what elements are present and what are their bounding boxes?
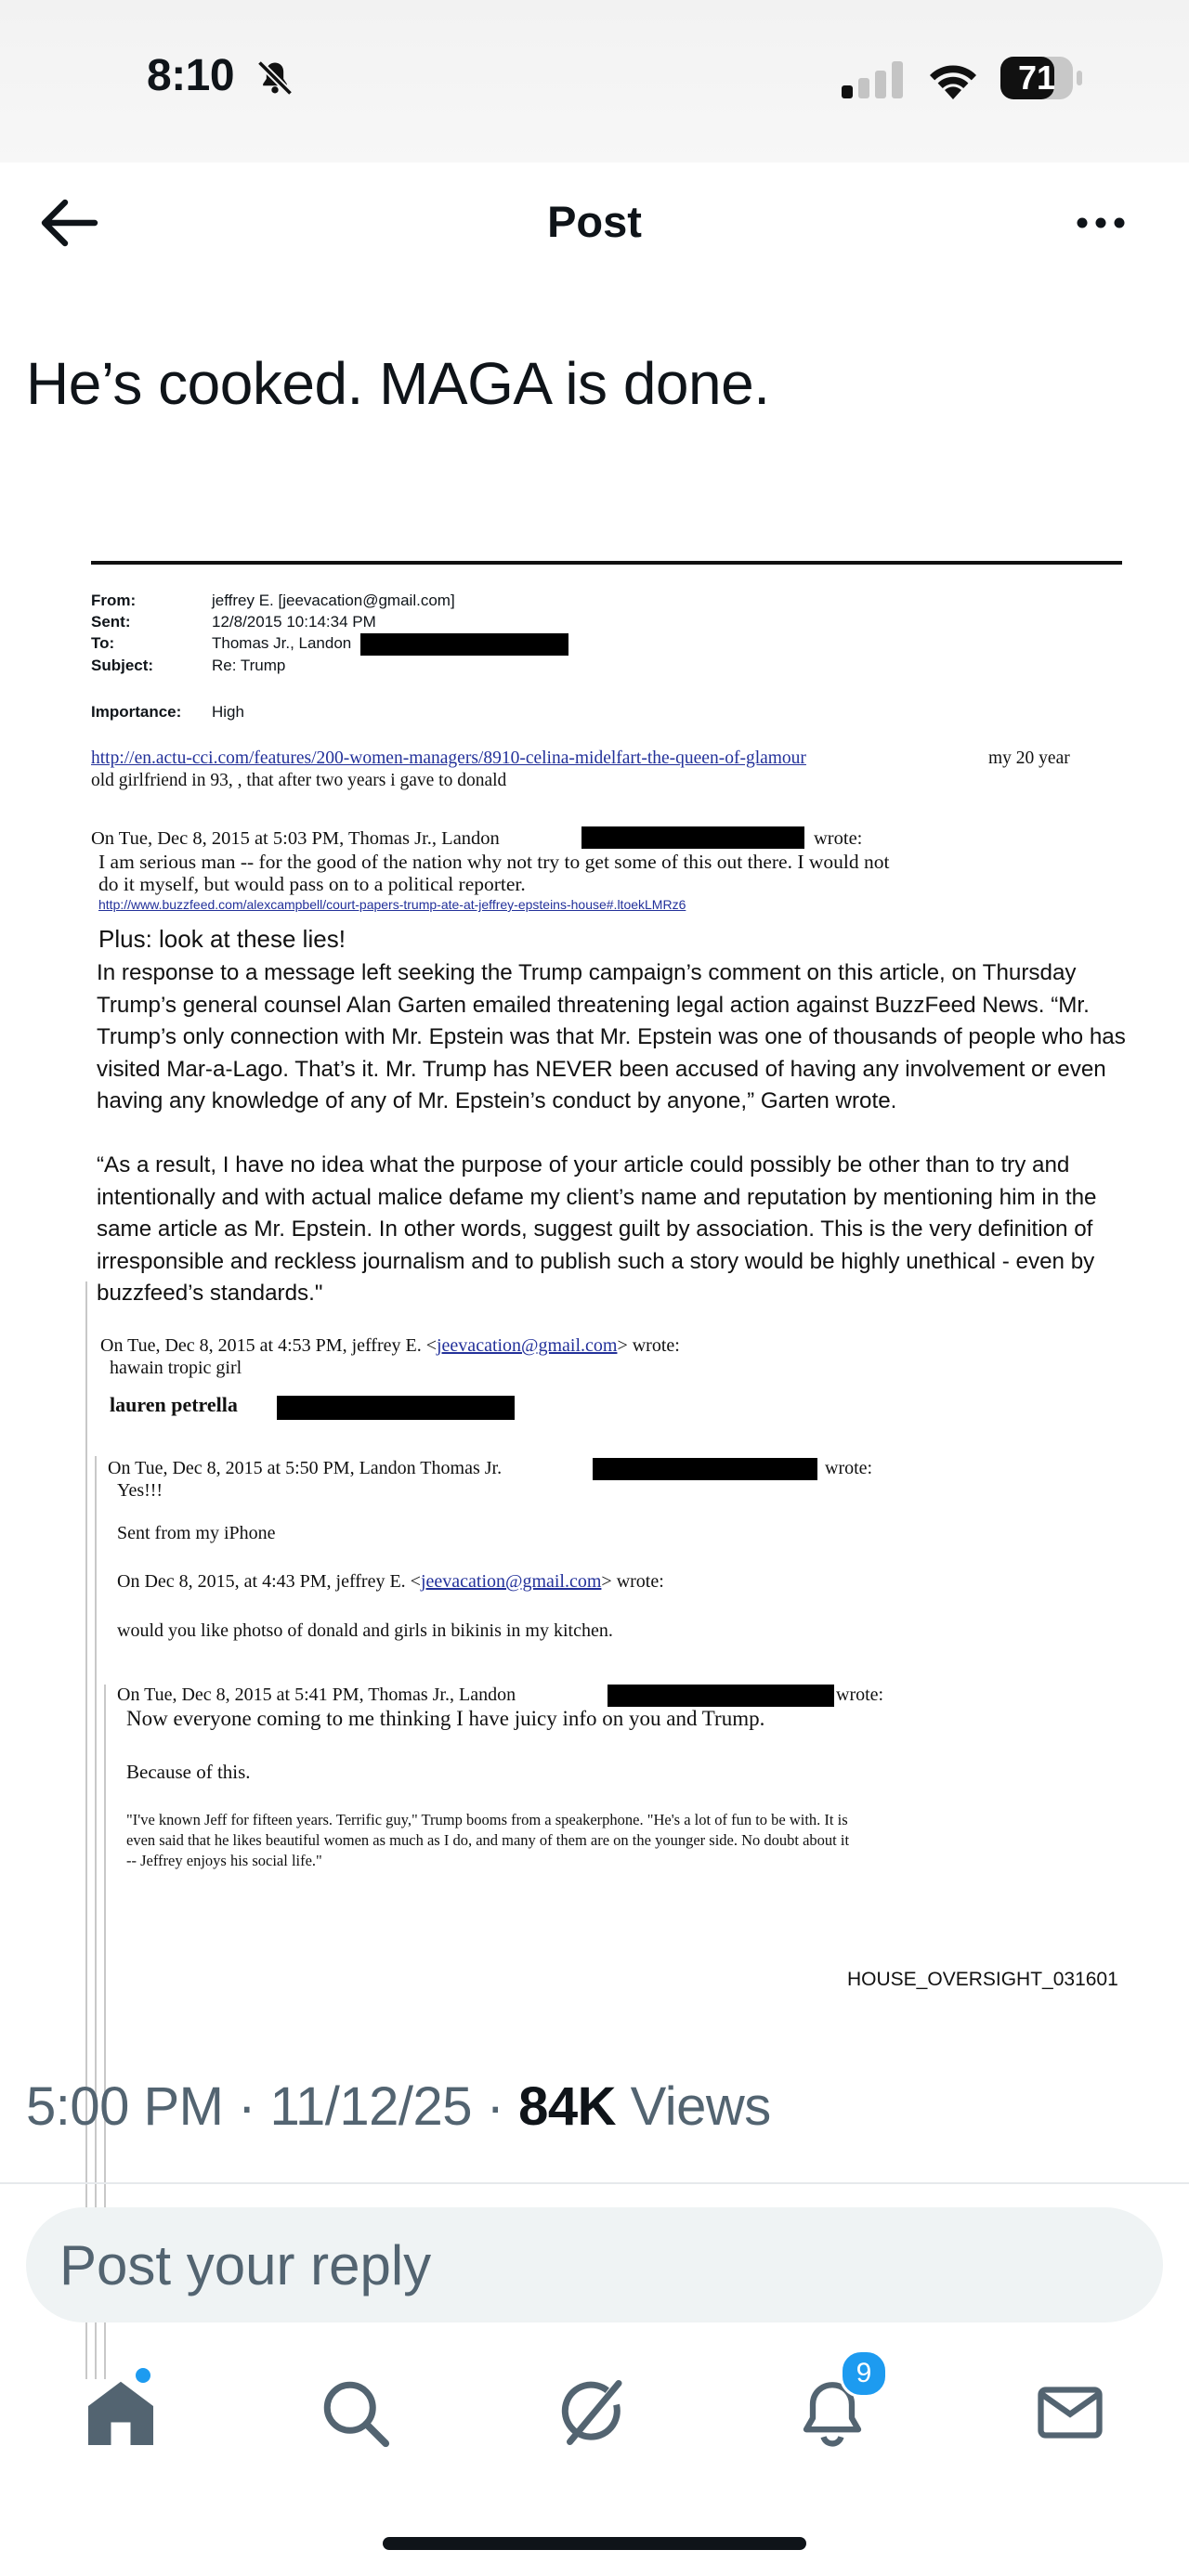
bell-off-icon [255,58,295,98]
importance-label: Importance: [91,703,182,721]
quote1-para-2: “As a result, I have no idea what the purpose of your article could possibly be other than to try and intentionally and with actual malice defame my client’s name and reputation by mentioning him in the same article as Mr. Epstein. In other words, suggest guilt by association. This is the very definition of irresponsible and reckless journalism and to publish such a story would be highly unethical - even by buzzfeed’s standards." [97,1152,1097,1306]
document-footer-id: HOUSE_OVERSIGHT_031601 [847,1969,1118,1990]
battery-level: 71 [1017,59,1056,97]
more-dots-icon[interactable] [1068,209,1133,237]
quote4-header [117,1571,664,1593]
document-top-rule [91,561,1122,565]
redaction-bar [360,633,568,656]
quote5-text: Now everyone coming to me thinking I have juicy info on you and Trump. [126,1707,765,1730]
quote5-quote-1: "I've known Jeff for fifteen years. Terrific guy," Trump booms from a speakerphone. "He's a lot of fun to be with. It is [126,1811,848,1828]
quote1-plus: Plus: look at these lies! [98,925,346,953]
page-title: Post [547,197,642,246]
quote4-header-b: > wrote: [601,1571,664,1592]
views-label: Views [630,2076,771,2137]
redaction-bar [581,826,804,849]
home-icon[interactable] [82,2374,160,2452]
top-text-b: old girlfriend in 93, , that after two years i gave to donald [91,771,507,790]
quote5-header-wrote: wrote: [836,1685,884,1705]
quote5-because: Because of this. [126,1761,251,1783]
signal-icon [842,61,905,98]
quote2-header-a: On Tue, Dec 8, 2015 at 4:53 PM, jeffrey E. < [100,1335,437,1356]
quote4-email-link[interactable]: jeevacation@gmail.com [420,1571,602,1592]
quote4-text: would you like photso of donald and girls in bikinis in my kitchen. [117,1620,613,1641]
to-label: To: [91,634,115,652]
sent-label: Sent: [91,613,131,631]
quote1-header: On Tue, Dec 8, 2015 at 5:03 PM, Thomas Jr., Landon [91,828,500,849]
quote5-quote-3: -- Jeffrey enjoys his social life." [126,1852,322,1869]
search-icon[interactable] [316,2374,394,2452]
quote2-text: hawain tropic girl [110,1358,242,1378]
from-label: From: [91,592,137,609]
redaction-bar [593,1458,817,1480]
home-unread-dot [136,2368,150,2383]
importance-value: High [212,703,244,721]
reply-placeholder: Post your reply [59,2234,432,2296]
to-value: Thomas Jr., Landon [212,634,352,652]
post-text: He’s cooked. MAGA is done. [26,350,770,417]
status-time: 8:10 [147,51,235,100]
redaction-bar [277,1396,515,1420]
redaction-bar [608,1685,834,1707]
sent-value: 12/8/2015 10:14:34 PM [212,613,376,631]
quote5-header: On Tue, Dec 8, 2015 at 5:41 PM, Thomas Jr., Landon [117,1685,516,1705]
article-link[interactable]: http://en.actu-cci.com/features/200-women-managers/8910-celina-midelfart-the-queen-of-glamour [91,748,806,768]
home-indicator [383,2537,806,2550]
buzzfeed-link[interactable]: http://www.buzzfeed.com/alexcampbell/court-papers-trump-ate-at-jeffrey-epsteins-house#.ltoekLMRz6 [98,897,686,912]
quote1-text-1: I am serious man -- for the good of the nation why not try to get some of this out there. I would not [98,851,890,873]
post-timestamp: 5:00 PM · 11/12/25 · 84K Views [26,2076,771,2137]
subject-label: Subject: [91,657,154,674]
subject-value: Re: Trump [212,657,286,674]
quote5-quote-2: even said that he likes beautiful women as much as I do, and many of them are on the younger side. No doubt about it [126,1831,850,1849]
quote3-sent: Sent from my iPhone [117,1523,276,1543]
views-count: 84K [518,2076,616,2137]
quote3-header-wrote: wrote: [825,1458,873,1478]
quote2-email-link[interactable]: jeevacation@gmail.com [437,1335,618,1356]
wifi-icon [925,58,981,100]
notifications-badge: 9 [840,2349,888,2398]
grok-icon[interactable] [554,2374,632,2452]
quote2-header-b: > wrote: [617,1335,680,1356]
quote2-name: lauren petrella [110,1393,238,1416]
timestamp-time: 5:00 PM [26,2076,224,2137]
mail-icon[interactable] [1031,2374,1109,2452]
quote4-header-a: On Dec 8, 2015, at 4:43 PM, jeffrey E. < [117,1571,421,1592]
quote1-text-2: do it myself, but would pass on to a political reporter. [98,873,526,895]
from-value: jeffrey E. [jeevacation@gmail.com] [212,592,455,609]
quote2-header [100,1335,680,1357]
quote1-header-wrote: wrote: [814,828,863,849]
quote3-header: On Tue, Dec 8, 2015 at 5:50 PM, Landon Thomas Jr. [108,1458,503,1478]
quote1-para-1: In response to a message left seeking the Trump campaign’s comment on this article, on Thursday Trump’s general counsel Alan Garten emailed threatening legal action against BuzzFeed News. “Mr. Trump’s only connection with Mr. Epstein was that Mr. Epstein was one of thousands of people who has visited Mar-a-Lago. That’s it. Mr. Trump has NEVER been accused of having any involvement or even having any knowledge of any of Mr. Epstein’s conduct by anyone,” Garten wrote. [97,960,1126,1113]
timestamp-date: 11/12/25 [269,2076,473,2137]
divider [0,2182,1189,2184]
quote3-text: Yes!!! [117,1480,163,1501]
top-text-a: my 20 year [988,748,1070,768]
post-image-document[interactable] [26,483,1163,2006]
